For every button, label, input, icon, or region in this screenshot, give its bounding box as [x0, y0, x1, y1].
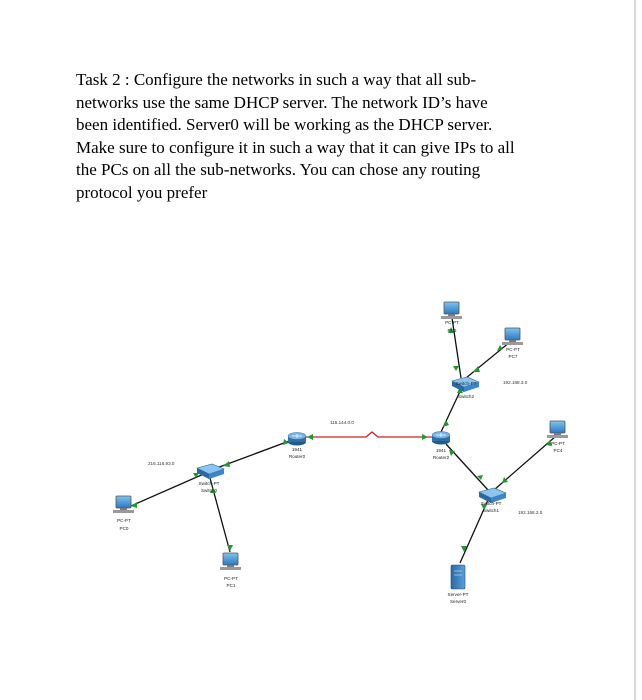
- router-icon: [432, 432, 450, 445]
- task-line: networks use the same DHCP server. The network ID’s have: [76, 92, 488, 112]
- pc4-name-label: PC4: [553, 448, 563, 453]
- server0-name-label: Server0: [449, 599, 467, 604]
- link-up-indicator: [307, 434, 313, 440]
- pc-icon: [113, 496, 134, 513]
- pc1-name-label: PC1: [226, 583, 236, 588]
- pc4-model-label: PC-PT: [551, 441, 565, 446]
- task-line: protocol you prefer: [76, 182, 208, 202]
- switch2-model-label: Switch-PT: [455, 381, 477, 386]
- pc-icon: [502, 328, 523, 345]
- link-status-indicators: [131, 327, 552, 552]
- pc1-device[interactable]: [220, 553, 241, 588]
- router2-model-label: 1941: [435, 448, 447, 453]
- network-id-right-upper-lan: 192.168.3.0: [503, 380, 528, 385]
- pc4-device[interactable]: [547, 421, 568, 453]
- network-id-right-lower-lan: 192.168.2.0: [518, 510, 543, 515]
- pc-icon: [441, 302, 462, 319]
- link-up-indicator: [443, 420, 449, 427]
- pc-icon: [220, 553, 241, 570]
- router-icon: [288, 433, 306, 446]
- links: [124, 318, 556, 563]
- switch0-model-label: Switch-PT: [198, 481, 220, 486]
- router0-device[interactable]: [288, 433, 306, 460]
- link-up-indicator: [453, 366, 459, 371]
- pc6-device[interactable]: [441, 302, 462, 333]
- router2-name-label: Router2: [432, 455, 450, 460]
- task-line: the PCs on all the sub-networks. You can chose any routing: [76, 160, 481, 179]
- router0-model-label: 1941: [291, 447, 303, 452]
- task-line: been identified. Server0 will be working as the DHCP server.: [76, 115, 493, 134]
- pc0-device[interactable]: [113, 496, 134, 531]
- link-up-indicator: [422, 434, 428, 440]
- switch1-device[interactable]: [479, 488, 506, 513]
- pc7-device[interactable]: [502, 328, 523, 359]
- server0-device[interactable]: [448, 565, 469, 604]
- pc-icon: [547, 421, 568, 438]
- pc0-name-label: PC0: [119, 526, 129, 531]
- pc6-name-label: PC6: [447, 328, 457, 333]
- link-up-indicator: [223, 461, 230, 467]
- link-router0-router2-serial: [302, 432, 436, 437]
- pc0-model-label: PC-PT: [117, 518, 131, 523]
- link-up-indicator: [193, 473, 199, 478]
- task-line: Task 2 : Configure the networks in such a way that all sub-: [76, 70, 477, 89]
- pc7-name-label: PC7: [508, 354, 518, 359]
- switch0-name-label: Switch0: [200, 488, 218, 493]
- pc1-model-label: PC-PT: [224, 576, 238, 581]
- server0-model-label: Server-PT: [447, 592, 469, 597]
- link-up-indicator: [227, 545, 233, 551]
- network-id-left-lan: 216.116.93.0: [148, 461, 175, 466]
- task-line: Make sure to configure it in such a way that it can give IPs to all: [76, 137, 515, 157]
- switch1-name-label: Switch1: [482, 508, 500, 513]
- router0-name-label: Router0: [288, 454, 306, 459]
- switch2-device[interactable]: [452, 377, 479, 399]
- switch0-device[interactable]: [197, 464, 224, 493]
- switch2-name-label: Switch2: [457, 394, 475, 399]
- link-switch2-pc7: [466, 342, 510, 378]
- network-id-wan: 115.144.0.0: [330, 420, 354, 425]
- pc6-model-label: PC-PT: [445, 320, 459, 325]
- pc7-model-label: PC-PT: [506, 347, 520, 352]
- switch1-model-label: Switch-PT: [480, 501, 502, 506]
- server-icon: [451, 565, 465, 589]
